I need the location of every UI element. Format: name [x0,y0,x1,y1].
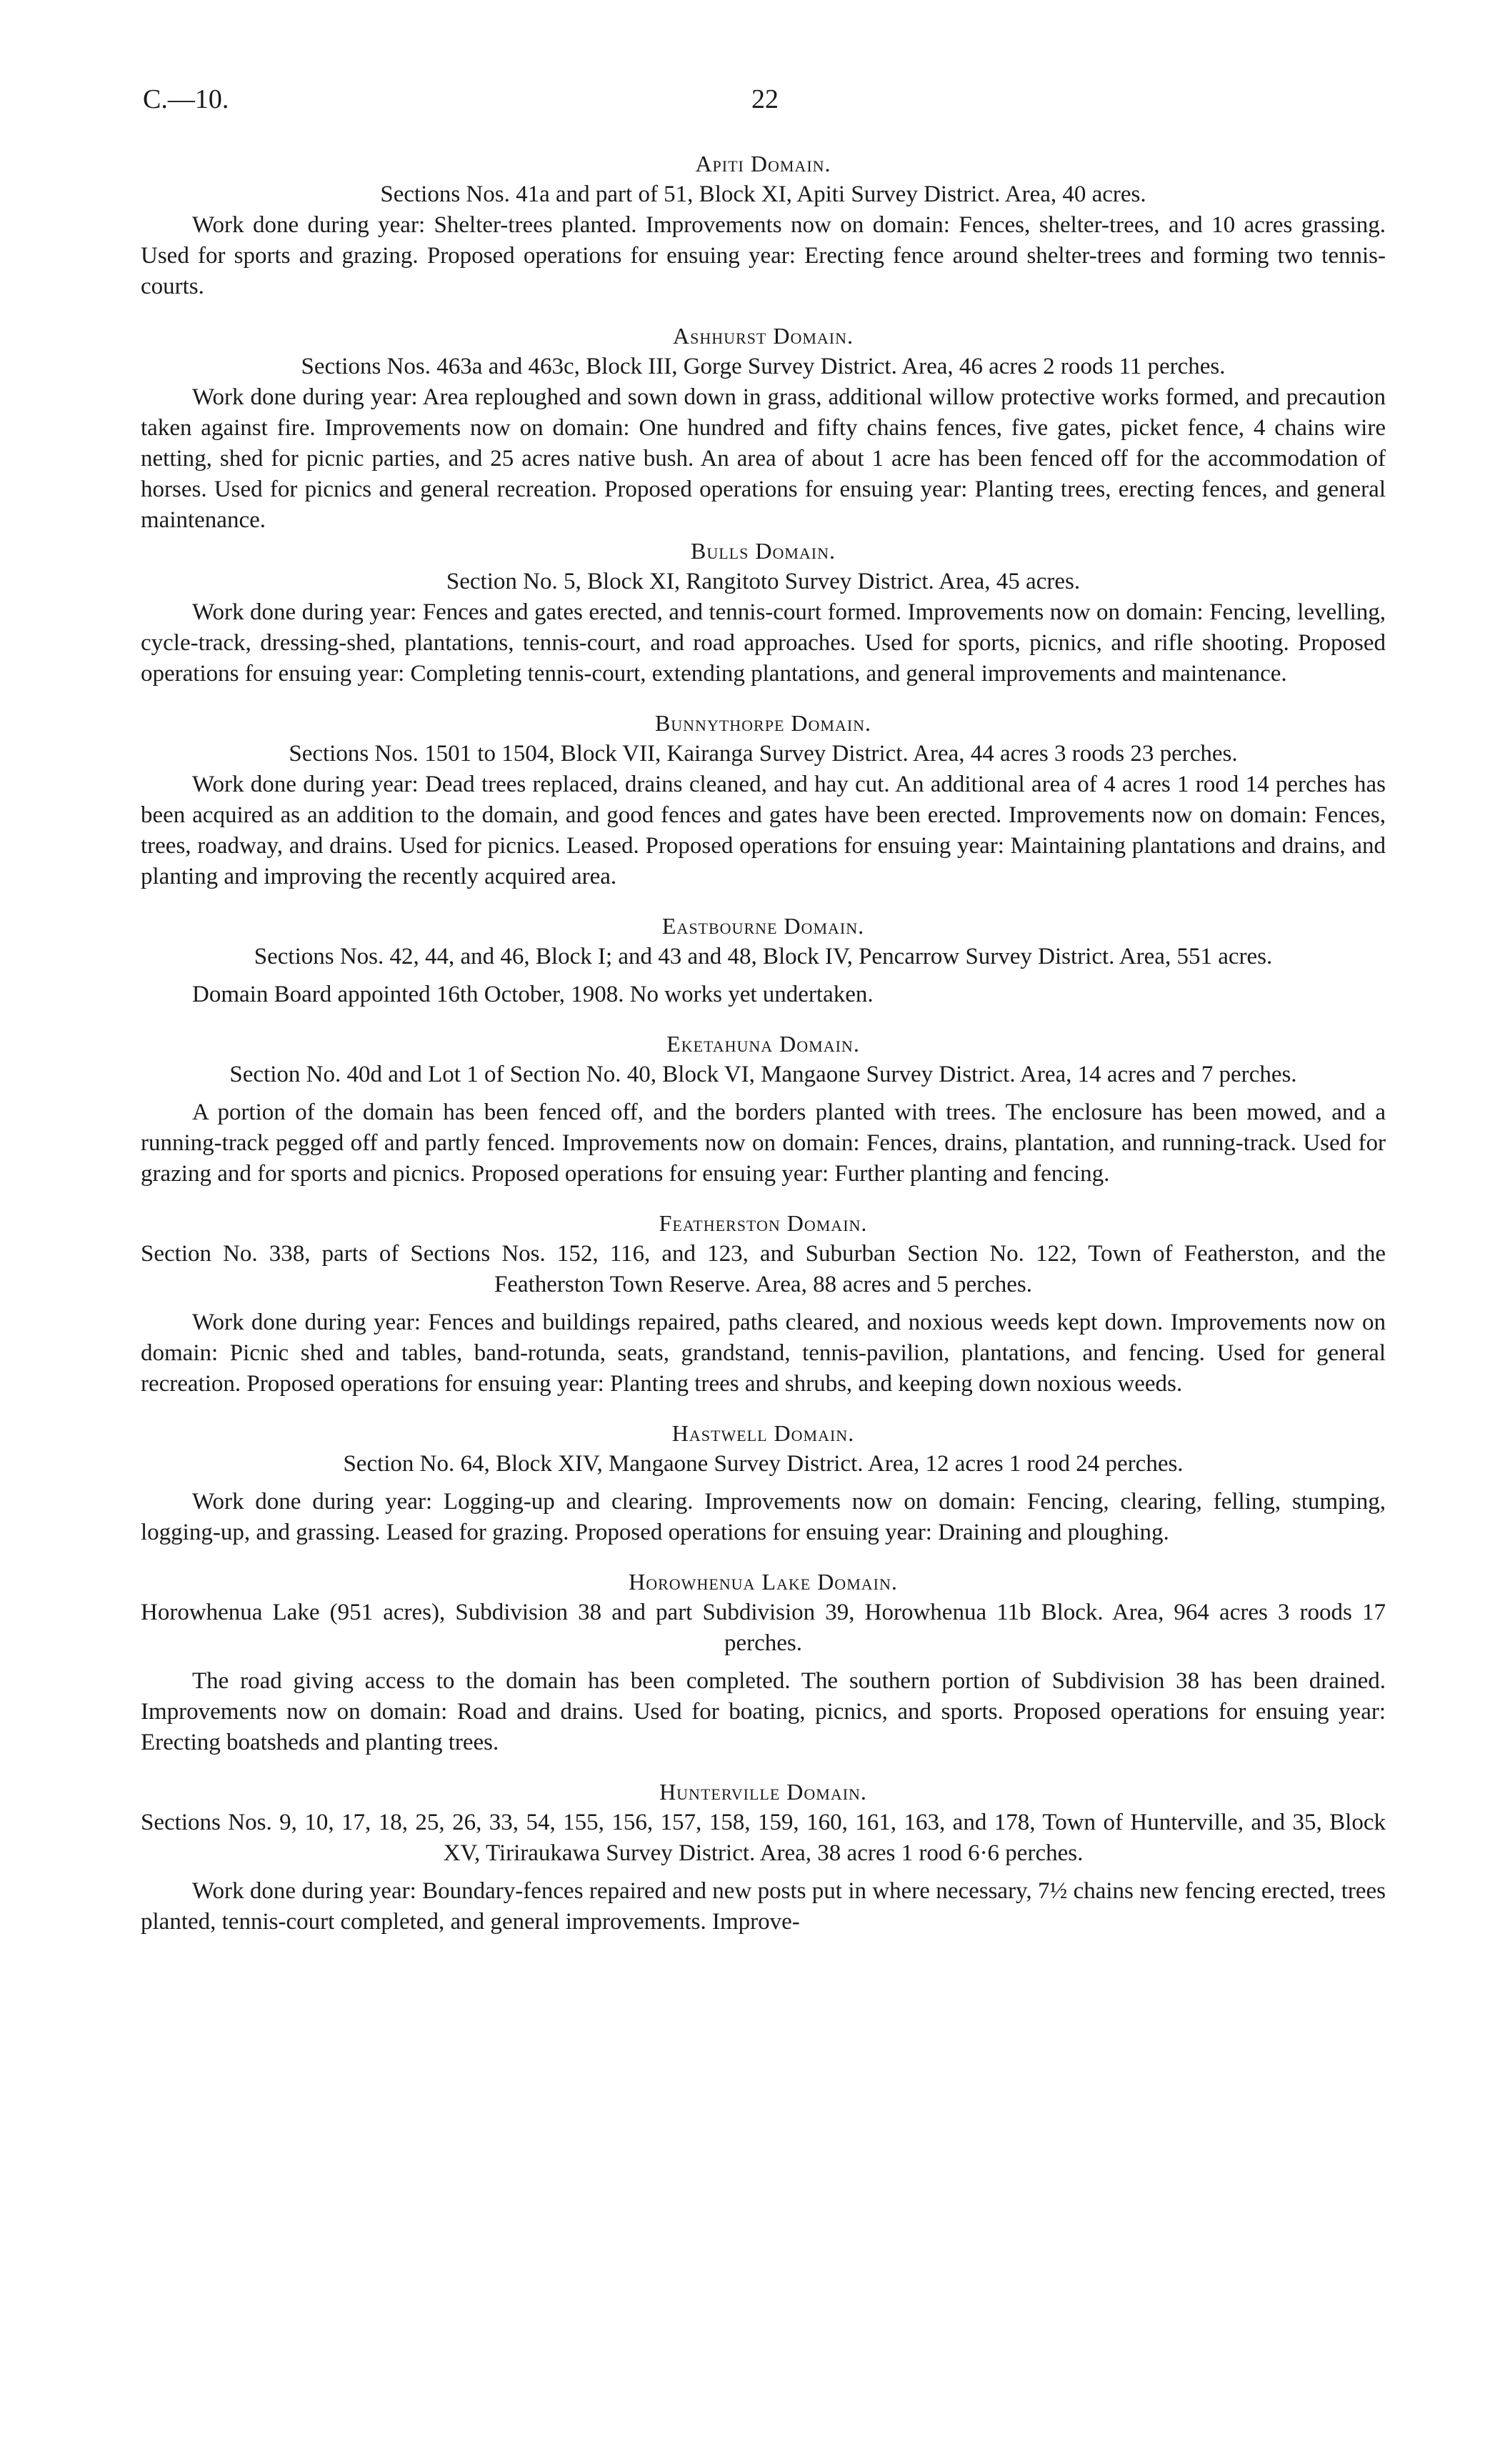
section-featherston [141,1208,1386,1400]
section-title: Featherston Domain. [659,1210,868,1236]
section-location: Sections Nos. 1501 to 1504, Block VII, Kairanga Survey District. Area, 44 acres 3 roods 23 perches. [289,741,1238,767]
section-title: Horowhenua Lake Domain. [629,1569,898,1595]
section-text: Work done during year: Area reploughed and sown down in grass, additional willow protective works formed, and precaution taken against fire. Improvements now on domain: One hundred and fifty chains fences, five gates, picket fence, 4 chains wire netting, shed for picnic parties, and 25 acres native bush. An area of about 1 acre has been fenced off for the accommodation of horses. Used for picnics and general recreation. Proposed operations for ensuing year: Planting trees, erecting fences, and general maintenance. [141,384,1386,533]
section-location: Section No. 40d and Lot 1 of Section No. 40, Block VI, Mangaone Survey District. Area, 14 acres and 7 perches. [229,1062,1297,1087]
page-number: 22 [751,84,779,114]
section-location: Sections Nos. 41a and part of 51, Block XI, Apiti Survey District. Area, 40 acres. [380,181,1146,207]
section-location: Section No. 64, Block XIV, Mangaone Survey District. Area, 12 acres 1 rood 24 perches. [343,1451,1184,1477]
section-text: Domain Board appointed 16th October, 1908. No works yet undertaken. [192,982,874,1007]
section-ashhurst [141,321,1386,536]
section-hunterville [141,1777,1386,1937]
section-title: Eketahuna Domain. [666,1031,860,1057]
section-text: Work done during year: Boundary-fences repaired and new posts put in where necessary, 7½ chains new fencing erected, trees planted, tennis-court completed, and general improvements. Improve- [141,1878,1386,1935]
section-text: Work done during year: Dead trees replaced, drains cleaned, and hay cut. An additional area of 4 acres 1 rood 14 perches has been acquired as an addition to the domain, and good fences and gates have been erected. Improvements now on domain: Fences, trees, roadway, and drains. Used for picnics. Leased. Proposed operations for ensuing year: Maintaining plantations and drains, and planting and improving the recently acquired area. [141,772,1386,889]
section-bunnythorpe [141,708,1386,892]
section-title: Hastwell Domain. [671,1420,855,1446]
section-text: Work done during year: Shelter-trees planted. Improvements now on domain: Fences, shelter-trees, and 10 acres grassing. Used for sports and grazing. Proposed operations for ensuing year: Erecting fence around shelter-trees and forming two tennis-courts. [141,212,1386,299]
section-location: Sections Nos. 463a and 463c, Block III, Gorge Survey District. Area, 46 acres 2 roods 11 perches. [301,354,1226,379]
section-eastbourne [141,911,1386,1010]
section-title: Hunterville Domain. [659,1779,867,1805]
section-eketahuna [141,1029,1386,1189]
section-text: Work done during year: Fences and buildings repaired, paths cleared, and noxious weeds kept down. Improvements now on domain: Picnic shed and tables, band-rotunda, seats, grandstand, tennis-pavilion, plantations, and fencing. Used for general recreation. Proposed operations for ensuing year: Planting trees and shrubs, and keeping down noxious weeds. [141,1310,1386,1397]
section-location: Horowhenua Lake (951 acres), Subdivision 38 and part Subdivision 39, Horowhenua 11b Block. Area, 964 acres 3 roods 17 perches. [141,1600,1386,1656]
section-text: Work done during year: Logging-up and clearing. Improvements now on domain: Fencing, clearing, felling, stumping, logging-up, and grassing. Leased for grazing. Proposed operations for ensuing year: Draining and ploughing. [141,1489,1386,1545]
section-location: Sections Nos. 9, 10, 17, 18, 25, 26, 33, 54, 155, 156, 157, 158, 159, 160, 161, 163, and 178, Town of Hunterville, and 35, Block XV, Tiriraukawa Survey District. Area, 38 acres 1 rood 6·6 perches. [141,1810,1386,1866]
section-title: Eastbourne Domain. [661,913,865,939]
section-apiti [141,149,1386,302]
section-title: Bunnythorpe Domain. [654,710,872,736]
document-body [141,149,1386,1937]
section-bulls [141,536,1386,689]
section-location: Sections Nos. 42, 44, and 46, Block I; and 43 and 48, Block IV, Pencarrow Survey District. Area, 551 acres. [254,944,1273,969]
section-text: The road giving access to the domain has been completed. The southern portion of Subdivision 38 has been drained. Improvements now on domain: Road and drains. Used for boating, picnics, and sports. Proposed operations for ensuing year: Erecting boatsheds and planting trees. [141,1668,1386,1755]
section-location: Section No. 5, Block XI, Rangitoto Survey District. Area, 45 acres. [446,569,1081,594]
section-hastwell [141,1418,1386,1548]
section-title: Bulls Domain. [690,538,836,564]
report-code: C.—10. [143,84,229,114]
section-text: A portion of the domain has been fenced off, and the borders planted with trees. The enclosure has been mowed, and a running-track pegged off and partly fenced. Improvements now on domain: Fences, drains, plantation, and running-track. Used for grazing and for sports and picnics. Proposed operations for ensuing year: Further planting and fencing. [141,1099,1386,1187]
section-location: Section No. 338, parts of Sections Nos. 152, 116, and 123, and Suburban Section No. 122, Town of Featherston, and the Featherston Town Reserve. Area, 88 acres and 5 perches. [141,1241,1386,1297]
section-horowhenua-lake [141,1567,1386,1758]
section-text: Work done during year: Fences and gates erected, and tennis-court formed. Improvements now on domain: Fencing, levelling, cycle-track, dressing-shed, plantations, tennis-court, and road approaches. Used for sports, picnics, and rifle shooting. Proposed operations for ensuing year: Completing tennis-court, extending plantations, and general improvements and maintenance. [141,599,1386,687]
section-title: Apiti Domain. [695,151,831,176]
section-title: Ashhurst Domain. [672,323,854,349]
